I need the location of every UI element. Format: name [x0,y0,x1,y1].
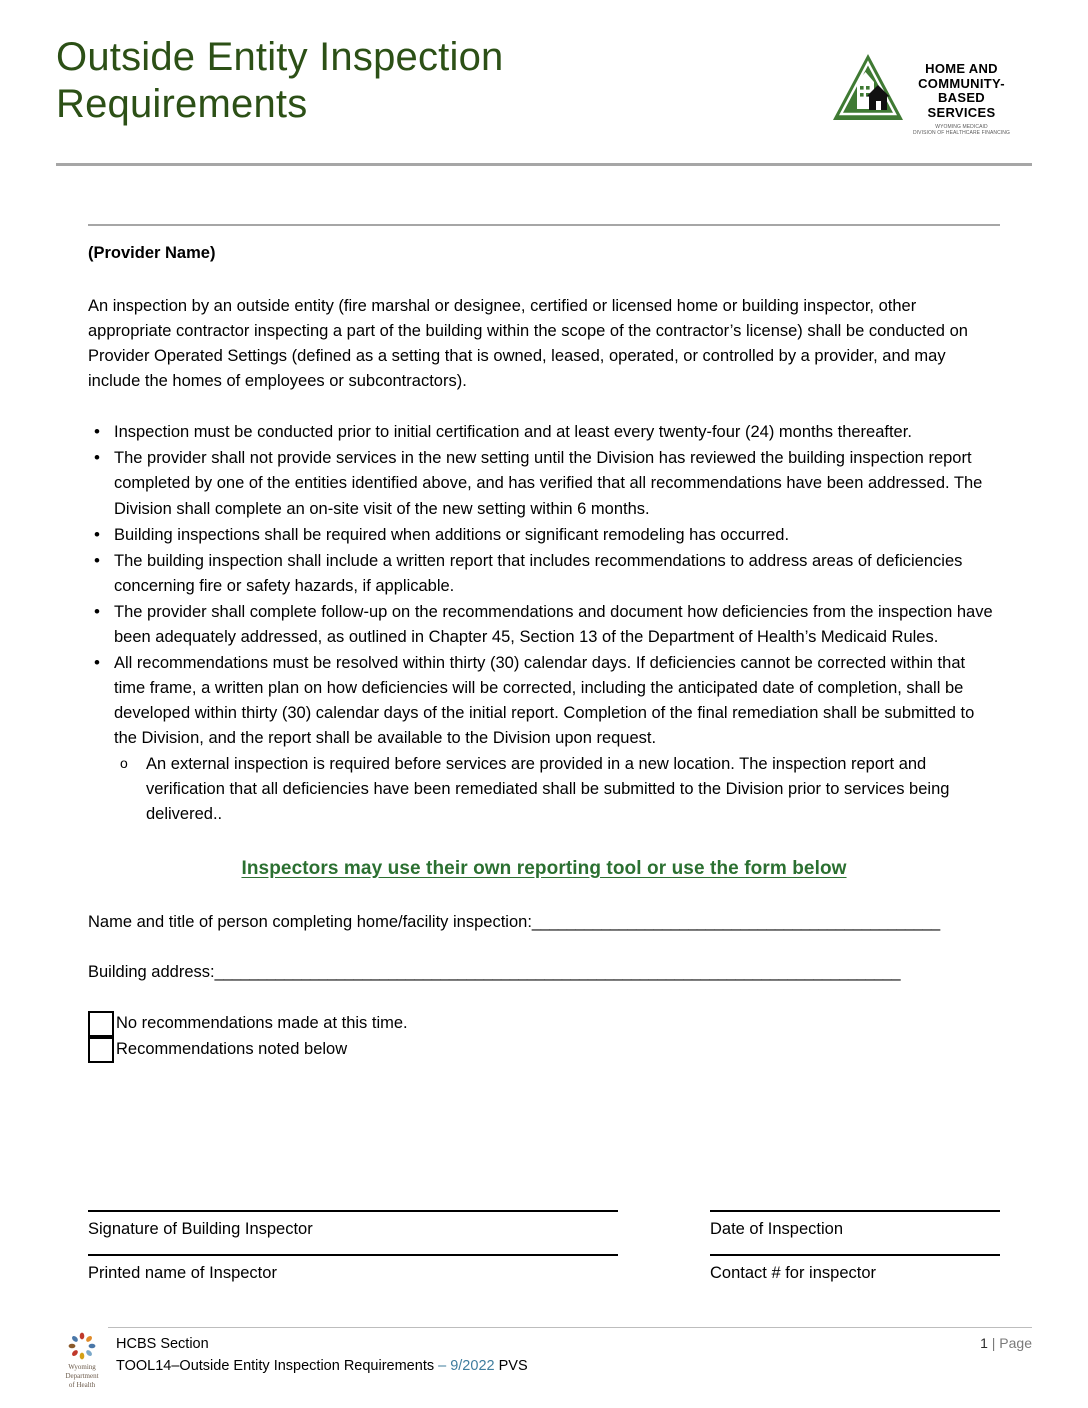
logo-line-2: COMMUNITY- [918,75,1005,91]
building-address-label: Building address: [88,963,215,982]
document-header [0,0,1088,137]
footer-doc-date: – 9/2022 [438,1357,495,1374]
recommendation-checkbox-group [88,1011,1000,1063]
form-section-heading: Inspectors may use their own reporting tool or use the form below [241,857,847,879]
wyoming-doh-caption-3: of Health [68,1380,96,1389]
provider-name-rule [88,224,1000,226]
list-item: • The provider shall not provide services in the new setting until the Division has reviewed the building inspection report completed by one of the entities identified above, and has verified that all recommendations have been addressed. The Division shall complete an on-site visit of the new setting within 6 months. [88,446,1000,521]
logo-subtext-1: WYOMING MEDICAID [935,124,988,131]
building-address-input[interactable]: _______________________________________________________________________________ [214,963,901,982]
hcbs-triangle-house-icon [831,52,905,124]
footer-doc-suffix: PVS [494,1357,528,1374]
wyoming-doh-caption-2: Department [65,1371,99,1380]
signature-section [88,1210,1000,1299]
printed-name-block [88,1254,618,1298]
document-footer [56,1327,1032,1390]
intro-paragraph: An inspection by an outside entity (fire marshal or designee, certified or licensed home or building inspector, other appropriate contractor inspecting a part of the building within the scope of the contractor’s license) shall be conducted on Provider Operated Settings (defined as a setting that is owned, leased, operated, or controlled by a provider, and may include the homes of employees or subcontractors). [88,296,968,391]
page-number-word: Page [999,1334,1032,1351]
wyoming-doh-caption-1: Wyoming [68,1362,96,1371]
logo-line-1: HOME AND [925,61,998,76]
signature-inspector-block [88,1210,618,1254]
list-item: o An external inspection is required before services are provided in a new location. The inspection report and verification that all deficiencies have been remediated shall be submitted to the Division prior to services being delivered.. [112,752,1000,827]
logo-line-4: SERVICES [927,104,996,120]
list-item: • The building inspection shall include a written report that includes recommendations to address areas of deficiencies concerning fire or safety hazards, if applicable. [88,549,1000,599]
signature-row-2 [88,1254,1000,1298]
date-of-inspection-block [710,1210,1000,1254]
list-item: • Inspection must be conducted prior to initial certification and at least every twenty-four (24) months thereafter. [88,420,1000,445]
checkbox-recommendations-noted[interactable] [88,1037,114,1063]
checkbox-no-recommendations[interactable] [88,1011,114,1037]
list-item: • Building inspections shall be required when additions or significant remodeling has occurred. [88,523,1000,548]
document-body [0,224,1088,1063]
list-item: • All recommendations must be resolved within thirty (30) calendar days. If deficiencies cannot be corrected within that time frame, a written plan on how deficiencies will be corrected, including the anticipated date of completion, shall be developed within thirty (30) calendar days of the initial report. Completion of the final remediation shall be submitted to the Division, and the report shall be available to the Division upon request. [88,651,1000,751]
checkbox-label-no-recommendations: No recommendations made at this time. [116,1014,408,1033]
footer-document-id [116,1358,1032,1374]
building-address-field-row [88,960,1000,985]
checkbox-row-no-recommendations [88,1011,1000,1037]
list-item: • The provider shall complete follow-up on the recommendations and document how deficiencies from the inspection have been adequately addressed, as outlined in Chapter 45, Section 13 of the Department of Health’s Medicaid Rules. [88,600,1000,650]
checkbox-row-recommendations-noted [88,1037,1000,1063]
wyoming-doh-logo [56,1327,108,1390]
logo-line-3: BASED [937,90,985,106]
footer-doc-title: TOOL14–Outside Entity Inspection Requirements [116,1357,439,1374]
inspector-name-label: Name and title of person completing home/facility inspection: [88,912,532,931]
checkbox-label-recommendations-noted: Recommendations noted below [116,1040,348,1059]
footer-section-name: HCBS Section [116,1335,209,1352]
inspector-name-input[interactable]: _______________________________________________ [531,912,940,931]
date-of-inspection-label: Date of Inspection [710,1220,843,1238]
page-number-separator: | [987,1334,1000,1351]
signature-row-1 [88,1210,1000,1254]
page-number [980,1335,1032,1351]
wyoming-doh-people-icon [62,1331,102,1361]
hcbs-logo-text [913,52,1010,137]
contact-number-block [710,1254,1000,1298]
page-number-value: 1 [980,1334,988,1351]
header-divider [56,163,1032,166]
requirements-sublist [88,752,1000,827]
contact-number-label: Contact # for inspector [710,1264,876,1283]
page-title: Outside Entity Inspection Requirements [56,35,504,127]
logo-subtext-2: DIVISION OF HEALTHCARE FINANCING [912,130,1010,137]
requirements-list [88,420,1000,751]
printed-name-label: Printed name of Inspector [88,1264,277,1283]
inspector-name-field-row [88,910,1000,935]
signature-inspector-label: Signature of Building Inspector [88,1220,313,1238]
hcbs-logo [831,30,1032,137]
provider-name-label: (Provider Name) [88,243,216,262]
